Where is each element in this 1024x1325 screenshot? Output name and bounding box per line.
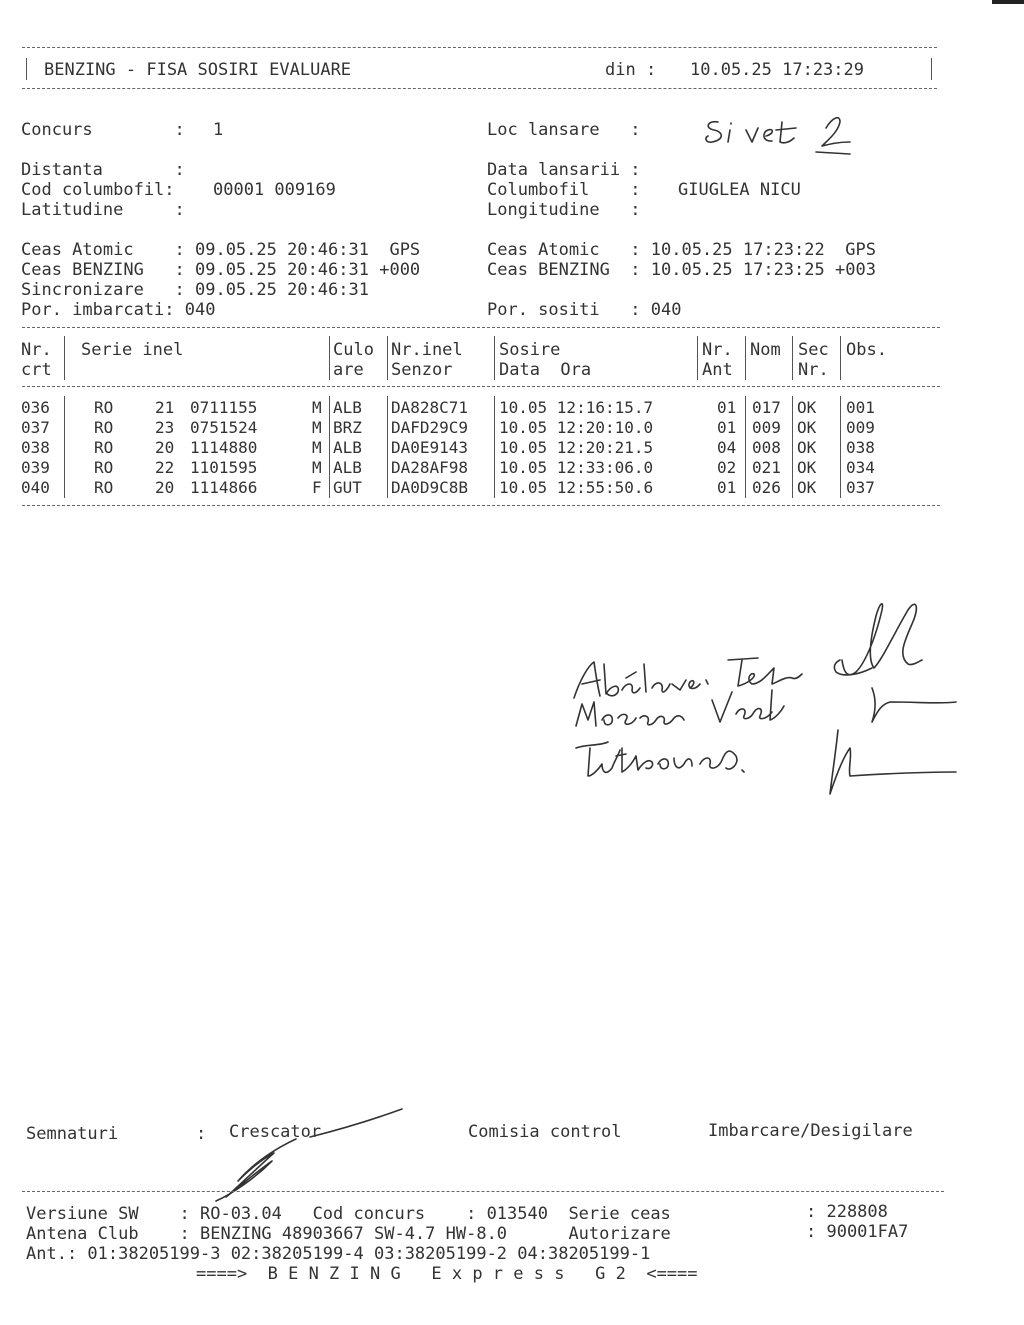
cell-tara: RO (94, 438, 114, 457)
data-lansarii-label: Data lansarii : (487, 160, 641, 180)
cell-senzor: DA0E9143 (391, 438, 469, 457)
cell-nom: 008 (752, 438, 781, 457)
th-nr-crt-1: Nr. (21, 340, 52, 360)
versiune-sw-line: Versiune SW : RO-03.04 Cod concurs : 013540 Serie ceas (26, 1204, 671, 1224)
benzing-express-brand: ====> B E N Z I N G E x p r e s s G 2 <==== (196, 1264, 698, 1284)
cell-senzor: DA28AF98 (391, 458, 469, 477)
scan-mark (992, 0, 1024, 4)
cell-sosire: 10.05 12:33:06.0 (499, 458, 654, 477)
antena-club-line: Antena Club : BENZING 48903667 SW-4.7 HW-8.0 Autorizare (26, 1224, 671, 1244)
footer-rule (22, 1191, 944, 1192)
cod-columbofil-label: Cod columbofil: (21, 180, 175, 200)
cell-obs: 001 (846, 398, 875, 417)
th-serie-inel: Serie inel (81, 340, 184, 360)
cell-sex: M (312, 458, 322, 477)
header-left-border (26, 58, 27, 80)
cell-nom: 009 (752, 418, 781, 437)
cell-nr: 039 (21, 458, 50, 477)
cell-sec: OK (797, 478, 817, 497)
document-title: BENZING - FISA SOSIRI EVALUARE (44, 60, 352, 80)
cell-an: 23 (155, 418, 175, 437)
cell-ant: 02 (717, 458, 737, 477)
cell-nr: 038 (21, 438, 50, 457)
cell-nr: 040 (21, 478, 50, 497)
imbarcare-desigilare-label: Imbarcare/Desigilare (708, 1121, 913, 1141)
serie-ceas-value: : 228808 (806, 1202, 888, 1222)
th-sec-2: Nr. (798, 360, 829, 380)
cell-sex: M (312, 438, 322, 457)
cell-ant: 01 (717, 398, 737, 417)
longitudine-label: Longitudine : (487, 200, 641, 220)
cell-inel: 1114866 (190, 478, 258, 497)
cell-an: 20 (155, 438, 175, 457)
cell-culoare: ALB (333, 458, 362, 477)
cell-an: 20 (155, 478, 175, 497)
col-sep (840, 336, 841, 380)
cell-an: 21 (155, 398, 175, 417)
col-sep (64, 396, 65, 498)
cell-sec: OK (797, 418, 817, 437)
table-header-rule (22, 386, 940, 387)
cell-sec: OK (797, 398, 817, 417)
col-sep (387, 396, 388, 498)
cell-culoare: ALB (333, 398, 362, 417)
antenna-serials-line: Ant.: 01:38205199-3 02:38205199-4 03:38205199-2 04:38205199-1 (26, 1244, 651, 1264)
cell-obs: 037 (846, 478, 875, 497)
comisia-control-label: Comisia control (468, 1122, 622, 1142)
crescator-signature (200, 1105, 410, 1205)
col-sep (745, 336, 746, 380)
cell-culoare: BRZ (333, 418, 362, 437)
ceas-atomic-left: Ceas Atomic : 09.05.25 20:46:31 GPS (21, 240, 421, 260)
ceas-benzing-right: Ceas BENZING : 10.05.25 17:23:25 +003 (487, 260, 876, 280)
th-nr-crt-2: crt (21, 360, 52, 380)
latitudine-label: Latitudine : (21, 200, 185, 220)
col-sep (697, 336, 698, 380)
cod-columbofil-value: 00001 009169 (213, 180, 336, 200)
cell-culoare: ALB (333, 438, 362, 457)
th-culoare-1: Culo (333, 340, 374, 360)
cell-senzor: DA0D9C8B (391, 478, 469, 497)
cell-sex: M (312, 398, 322, 417)
col-sep (494, 396, 495, 498)
loc-lansare-handwriting (700, 108, 860, 160)
col-sep (329, 336, 330, 380)
cell-nr: 036 (21, 398, 50, 417)
din-timestamp: 10.05.25 17:23:29 (690, 60, 864, 80)
cell-nom: 021 (752, 458, 781, 477)
cell-nom: 026 (752, 478, 781, 497)
cell-tara: RO (94, 478, 114, 497)
cell-nom: 017 (752, 398, 781, 417)
distanta-label: Distanta : (21, 160, 185, 180)
cell-obs: 038 (846, 438, 875, 457)
concurs-value: 1 (213, 120, 224, 140)
loc-lansare-label: Loc lansare : (487, 120, 641, 140)
header-top-rule (22, 47, 937, 48)
cell-sosire: 10.05 12:16:15.7 (499, 398, 654, 417)
th-nr-ant-2: Ant (702, 360, 733, 380)
cell-sex: M (312, 418, 322, 437)
por-imbarcati: Por. imbarcati: 040 (21, 300, 216, 320)
cell-ant: 04 (717, 438, 737, 457)
cell-obs: 009 (846, 418, 875, 437)
por-sositi: Por. sositi : 040 (487, 300, 682, 320)
th-obs: Obs. (846, 340, 887, 360)
cell-senzor: DA828C71 (391, 398, 469, 417)
cell-senzor: DAFD29C9 (391, 418, 469, 437)
semnaturi-label: Semnaturi (26, 1124, 119, 1144)
cell-sex: F (312, 478, 322, 497)
cell-tara: RO (94, 398, 114, 417)
th-sosire-2: Data Ora (499, 360, 592, 380)
cell-sosire: 10.05 12:55:50.6 (499, 478, 654, 497)
cell-tara: RO (94, 418, 114, 437)
col-sep (745, 396, 746, 498)
columbofil-value: GIUGLEA NICU (678, 180, 801, 200)
cell-sosire: 10.05 12:20:21.5 (499, 438, 654, 457)
cell-inel: 0711155 (190, 398, 258, 417)
cell-ant: 01 (717, 418, 737, 437)
col-sep (840, 396, 841, 498)
col-sep (792, 336, 793, 380)
cell-ant: 01 (717, 478, 737, 497)
col-sep (64, 336, 65, 380)
semnaturi-colon: : (196, 1124, 207, 1144)
table-top-rule (22, 327, 940, 328)
cell-sec: OK (797, 458, 817, 477)
ceas-benzing-left: Ceas BENZING : 09.05.25 20:46:31 +000 (21, 260, 421, 280)
autorizare-value: : 90001FA7 (806, 1222, 909, 1242)
table-bottom-rule (22, 505, 940, 506)
cell-obs: 034 (846, 458, 875, 477)
th-culoare-2: are (333, 360, 364, 380)
crescator-label: Crescator (229, 1122, 322, 1142)
header-right-border (931, 58, 932, 80)
th-nr-inel-1: Nr.inel (391, 340, 463, 360)
sincronizare-left: Sincronizare : 09.05.25 20:46:31 (21, 280, 369, 300)
th-nr-ant-1: Nr. (702, 340, 733, 360)
handwritten-commission-names (560, 580, 960, 805)
col-sep (387, 336, 388, 380)
th-sosire-1: Sosire (499, 340, 561, 360)
din-label: din : (605, 60, 657, 80)
cell-nr: 037 (21, 418, 50, 437)
th-nr-inel-2: Senzor (391, 360, 453, 380)
th-nom: Nom (750, 340, 781, 360)
cell-sec: OK (797, 438, 817, 457)
cell-tara: RO (94, 458, 114, 477)
col-sep (494, 336, 495, 380)
cell-an: 22 (155, 458, 175, 477)
cell-sosire: 10.05 12:20:10.0 (499, 418, 654, 437)
cell-inel: 1101595 (190, 458, 258, 477)
header-bottom-rule (22, 88, 937, 89)
ceas-atomic-right: Ceas Atomic : 10.05.25 17:23:22 GPS (487, 240, 876, 260)
concurs-label: Concurs : (21, 120, 185, 140)
cell-culoare: GUT (333, 478, 362, 497)
columbofil-label: Columbofil : (487, 180, 641, 200)
cell-inel: 1114880 (190, 438, 258, 457)
cell-inel: 0751524 (190, 418, 258, 437)
th-sec-1: Sec (798, 340, 829, 360)
col-sep (792, 396, 793, 498)
col-sep (329, 396, 330, 498)
